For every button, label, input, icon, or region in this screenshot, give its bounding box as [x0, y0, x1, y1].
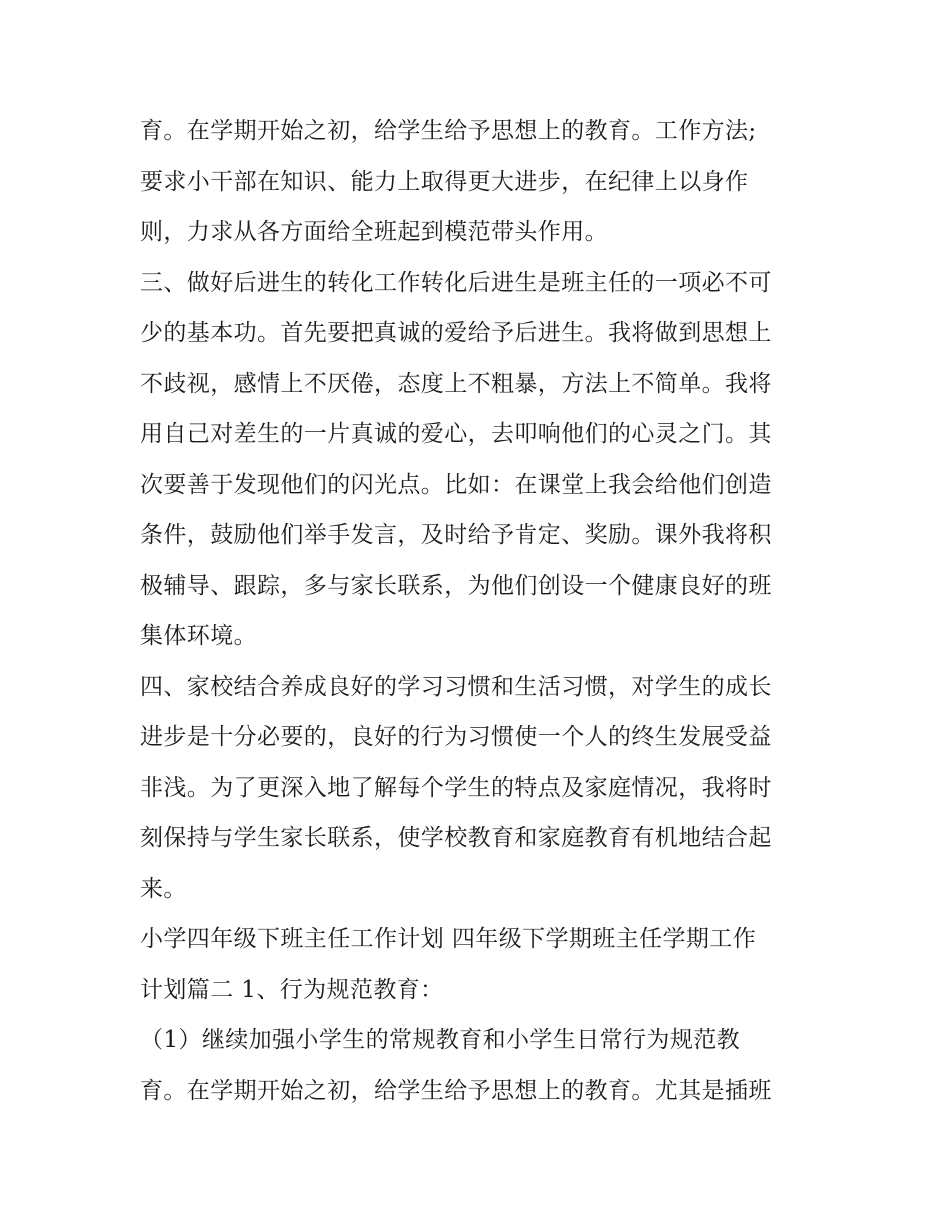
text-line: 来。 [140, 875, 187, 902]
text-line: 则，力求从各方面给全班起到模范带头作用。 [140, 219, 608, 245]
text-line: 计划篇二 1、行为规范教育： [140, 976, 444, 1003]
text-line: 要求小干部在知识、能力上取得更大进步，在纪律上以身作 [140, 168, 749, 195]
text-line: 非浅。为了更深入地了解每个学生的特点及家庭情况，我将时 [140, 774, 772, 801]
text-line: 育。在学期开始之初，给学生给予思想上的教育。工作方法; [140, 118, 757, 144]
text-line: 育。在学期开始之初，给学生给予思想上的教育。尤其是插班 [140, 1077, 772, 1104]
text-line: 极辅导、跟踪，多与家长联系，为他们创设一个健康良好的班 [140, 572, 772, 599]
text-line: 不歧视，感情上不厌倦，态度上不粗暴，方法上不简单。我将 [140, 370, 772, 397]
text-line: 三、做好后进生的转化工作转化后进生是班主任的一项必不可 [140, 269, 772, 296]
text-line: 用自己对差生的一片真诚的爱心，去叩响他们的心灵之门。其 [140, 421, 772, 447]
text-line: 集体环境。 [140, 623, 257, 649]
text-line: （1）继续加强小学生的常规教育和小学生日常行为规范教 [140, 1027, 741, 1053]
text-line: 小学四年级下班主任工作计划 四年级下学期班主任学期工作 [140, 926, 757, 952]
text-line: 次要善于发现他们的闪光点。比如：在课堂上我会给他们创造 [140, 471, 772, 498]
document-body [140, 106, 820, 1116]
text-line: 四、家校结合养成良好的学习习惯和生活习惯，对学生的成长 [140, 673, 772, 700]
text-line: 进步是十分必要的，良好的行为习惯使一个人的终生发展受益 [140, 724, 772, 750]
text-line: 刻保持与学生家长联系，使学校教育和家庭教育有机地结合起 [140, 825, 772, 851]
text-line: 少的基本功。首先要把真诚的爱给予后进生。我将做到思想上 [140, 320, 772, 346]
text-line: 条件，鼓励他们举手发言，及时给予肯定、奖励。课外我将积 [140, 522, 772, 548]
